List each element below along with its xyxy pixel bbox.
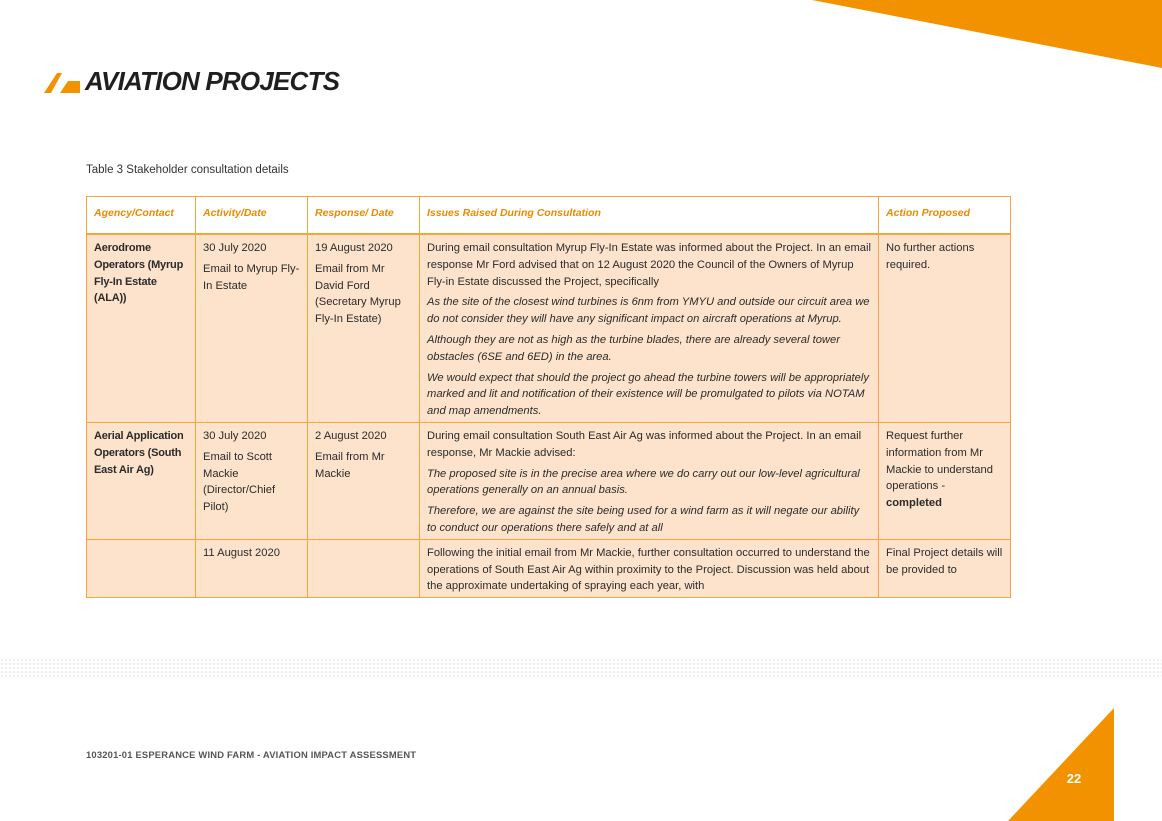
action-cell — [879, 422, 1011, 539]
issues-quote: Although they are not as high as the turbine blades, there are already several tower obstacles (6SE and 6ED) in the area. — [427, 333, 840, 363]
action-cell: Final Project details will be provided to — [879, 539, 1011, 597]
response-description: Email from Mr Mackie — [315, 450, 385, 480]
issues-quote: The proposed site is in the precise area where we do carry out our low-level agricultural operations generally on an annual basis. — [427, 467, 860, 497]
table-row — [87, 234, 1011, 422]
corner-orange-triangle — [1000, 700, 1162, 821]
logo-text: AVIATION PROJECTS — [85, 66, 340, 96]
column-header-activity: Activity/Date — [196, 197, 308, 235]
action-cell: No further actions required. — [879, 234, 1011, 422]
issues-quote: We would expect that should the project go ahead the turbine towers will be appropriately marked and lit and notification of their existence will be promulgated to pilots via NOTAM and map amendments. — [427, 371, 869, 418]
column-header-action: Action Proposed — [879, 197, 1011, 235]
issues-quote: Therefore, we are against the site being used for a wind farm as it will negate our ability to conduct our operations there safely and at all — [427, 505, 860, 534]
activity-description: Email to Myrup Fly- In Estate — [203, 262, 300, 292]
activity-cell — [196, 422, 308, 539]
issues-paragraph: During email consultation Myrup Fly-In Estate was informed about the Project. In an email response Mr Ford advised that on 12 August 2020 the Council of the Owners of Myrup Fly-in Estate discussed the Project, specifically — [427, 242, 871, 288]
action-status: completed — [886, 497, 942, 510]
table-header-row — [87, 197, 1011, 235]
issues-cell — [420, 539, 879, 597]
issues-cell — [420, 234, 879, 422]
dotted-divider — [0, 658, 1162, 678]
top-orange-stripe — [0, 0, 1162, 70]
activity-date: 30 July 2020 — [203, 429, 267, 442]
response-cell — [308, 234, 420, 422]
column-header-agency: Agency/Contact — [87, 197, 196, 235]
logo-mark-icon — [44, 69, 80, 95]
column-header-issues: Issues Raised During Consultation — [420, 197, 879, 235]
agency-cell: Aerodrome Operators (Myrup Fly-In Estate (ALA)) — [87, 234, 196, 422]
table-caption: Table 3 Stakeholder consultation details — [86, 164, 289, 176]
response-cell — [308, 422, 420, 539]
response-date: 2 August 2020 — [315, 429, 387, 442]
aviation-projects-logo — [44, 66, 339, 97]
activity-cell — [196, 539, 308, 597]
activity-description: Email to Scott Mackie (Director/Chief Pilot) — [203, 450, 276, 514]
issues-quote: As the site of the closest wind turbines is 6nm from YMYU and outside our circuit area we do not consider they will have any significant impact on aircraft operations at Myrup. — [427, 296, 870, 326]
table-row — [87, 539, 1011, 597]
agency-cell: Aerial Application Operators (South East Air Ag) — [87, 422, 196, 539]
column-header-response: Response/ Date — [308, 197, 420, 235]
footer-document-title: 103201-01 ESPERANCE WIND FARM - AVIATION IMPACT ASSESSMENT — [86, 749, 417, 760]
table-row — [87, 422, 1011, 539]
response-description: Email from Mr David Ford (Secretary Myrup Fly-In Estate) — [315, 262, 401, 326]
stakeholder-consultation-table — [86, 196, 1011, 598]
activity-date: 30 July 2020 — [203, 242, 267, 254]
activity-cell — [196, 234, 308, 422]
agency-cell — [87, 539, 196, 597]
action-text: Request further information from Mr Mackie to understand operations - — [886, 429, 993, 493]
response-date: 19 August 2020 — [315, 242, 393, 254]
response-cell — [308, 539, 420, 597]
issues-cell — [420, 422, 879, 539]
issues-paragraph: During email consultation South East Air Ag was informed about the Project. In an email response, Mr Mackie advised: — [427, 429, 862, 459]
page-number: 22 — [1066, 771, 1082, 786]
activity-date: 11 August 2020 — [203, 546, 280, 559]
issues-paragraph: Following the initial email from Mr Mackie, further consultation occurred to understand the operations of South East Air Ag within proximity to the Project. Discussion was held about the approximate undertaking of spraying each year, with — [427, 546, 870, 593]
